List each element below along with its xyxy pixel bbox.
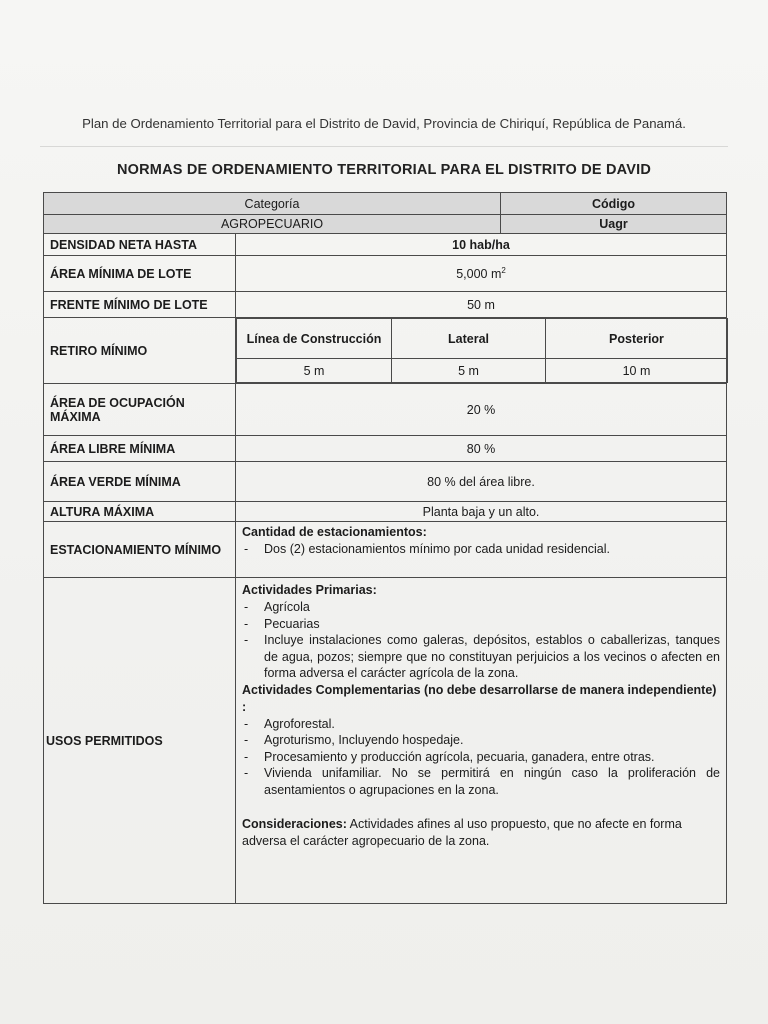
list-item: - Agroforestal. bbox=[242, 716, 720, 733]
complementarias-list bbox=[242, 716, 720, 799]
area-lote-value bbox=[236, 256, 727, 292]
area-lote-number: 5,000 m bbox=[456, 267, 502, 282]
ocupacion-label: ÁREA DE OCUPACIÓN MÁXIMA bbox=[44, 384, 236, 436]
categoria-header: Categoría bbox=[44, 193, 501, 215]
estacionamiento-list bbox=[242, 541, 720, 558]
retiro-grid bbox=[236, 318, 727, 384]
altura-label: ALTURA MÁXIMA bbox=[44, 502, 236, 522]
table-row bbox=[44, 292, 727, 318]
list-item: - Agrícola bbox=[242, 599, 720, 616]
list-item: - Dos (2) estacionamientos mínimo por cada unidad residencial. bbox=[242, 541, 720, 558]
verde-label: ÁREA VERDE MÍNIMA bbox=[44, 462, 236, 502]
table-row bbox=[44, 256, 727, 292]
list-item: - Incluye instalaciones como galeras, depósitos, establos o caballerizas, tanques de agua, pozos; siempre que no constituyan perjuicios a los vecinos o afecten en forma adversa el carácter agrícola de la zona. bbox=[242, 632, 720, 682]
usos-label: USOS PERMITIDOS bbox=[44, 578, 236, 904]
categoria-value: AGROPECUARIO bbox=[44, 215, 501, 234]
densidad-label: DENSIDAD NETA HASTA bbox=[44, 234, 236, 256]
list-item: - Vivienda unifamiliar. No se permitirá en ningún caso la proliferación de asentamientos o agrupaciones en la zona. bbox=[242, 765, 720, 798]
retiro-inner-table bbox=[236, 318, 728, 383]
complementarias-heading: Actividades Complementarias (no debe desarrollarse de manera independiente) : bbox=[242, 682, 717, 714]
codigo-header: Código bbox=[501, 193, 727, 215]
list-item: - Procesamiento y producción agrícola, pecuaria, ganadera, entre otras. bbox=[242, 749, 720, 766]
estacionamiento-label: ESTACIONAMIENTO MÍNIMO bbox=[44, 522, 236, 578]
header-divider bbox=[40, 146, 728, 147]
retiro-val-posterior: 10 m bbox=[546, 359, 728, 383]
table-row bbox=[44, 318, 727, 384]
altura-value: Planta baja y un alto. bbox=[236, 502, 727, 522]
retiro-val-linea: 5 m bbox=[237, 359, 392, 383]
codigo-value: Uagr bbox=[501, 215, 727, 234]
estacionamiento-value bbox=[236, 522, 727, 578]
usos-value bbox=[236, 578, 727, 904]
verde-value: 80 % del área libre. bbox=[236, 462, 727, 502]
frente-value: 50 m bbox=[236, 292, 727, 318]
consideraciones-text: Actividades afines al uso propuesto, que no afecte en forma adversa el carácter agropecuario de la zona. bbox=[242, 817, 682, 848]
retiro-col-posterior: Posterior bbox=[546, 319, 728, 359]
consideraciones-label: Consideraciones: bbox=[242, 817, 347, 831]
primarias-heading: Actividades Primarias: bbox=[242, 583, 377, 597]
retiro-col-linea: Línea de Construcción bbox=[237, 319, 392, 359]
primarias-list bbox=[242, 599, 720, 682]
densidad-value: 10 hab/ha bbox=[236, 234, 727, 256]
area-lote-sup: 2 bbox=[501, 265, 506, 275]
ocupacion-value: 20 % bbox=[236, 384, 727, 436]
libre-label: ÁREA LIBRE MÍNIMA bbox=[44, 436, 236, 462]
document-title: NORMAS DE ORDENAMIENTO TERRITORIAL PARA EL DISTRITO DE DAVID bbox=[116, 162, 652, 178]
table-row bbox=[44, 193, 727, 215]
table-row bbox=[237, 319, 728, 359]
document-header: Plan de Ordenamiento Territorial para el Distrito de David, Provincia de Chiriquí, República de Panamá. bbox=[82, 116, 686, 131]
table-row bbox=[44, 384, 727, 436]
table-row bbox=[44, 462, 727, 502]
table-row bbox=[44, 215, 727, 234]
libre-value: 80 % bbox=[236, 436, 727, 462]
table-row bbox=[44, 234, 727, 256]
consideraciones bbox=[242, 816, 720, 849]
norms-table bbox=[43, 192, 727, 904]
table-row bbox=[44, 522, 727, 578]
table-row bbox=[237, 359, 728, 383]
area-lote-label: ÁREA MÍNIMA DE LOTE bbox=[44, 256, 236, 292]
estacionamiento-heading: Cantidad de estacionamientos: bbox=[242, 525, 427, 539]
retiro-col-lateral: Lateral bbox=[392, 319, 546, 359]
list-item: - Pecuarias bbox=[242, 616, 720, 633]
table-row bbox=[44, 578, 727, 904]
retiro-val-lateral: 5 m bbox=[392, 359, 546, 383]
retiro-label: RETIRO MÍNIMO bbox=[44, 318, 236, 384]
table-row bbox=[44, 436, 727, 462]
frente-label: FRENTE MÍNIMO DE LOTE bbox=[44, 292, 236, 318]
list-item: - Agroturismo, Incluyendo hospedaje. bbox=[242, 732, 720, 749]
table-row bbox=[44, 502, 727, 522]
